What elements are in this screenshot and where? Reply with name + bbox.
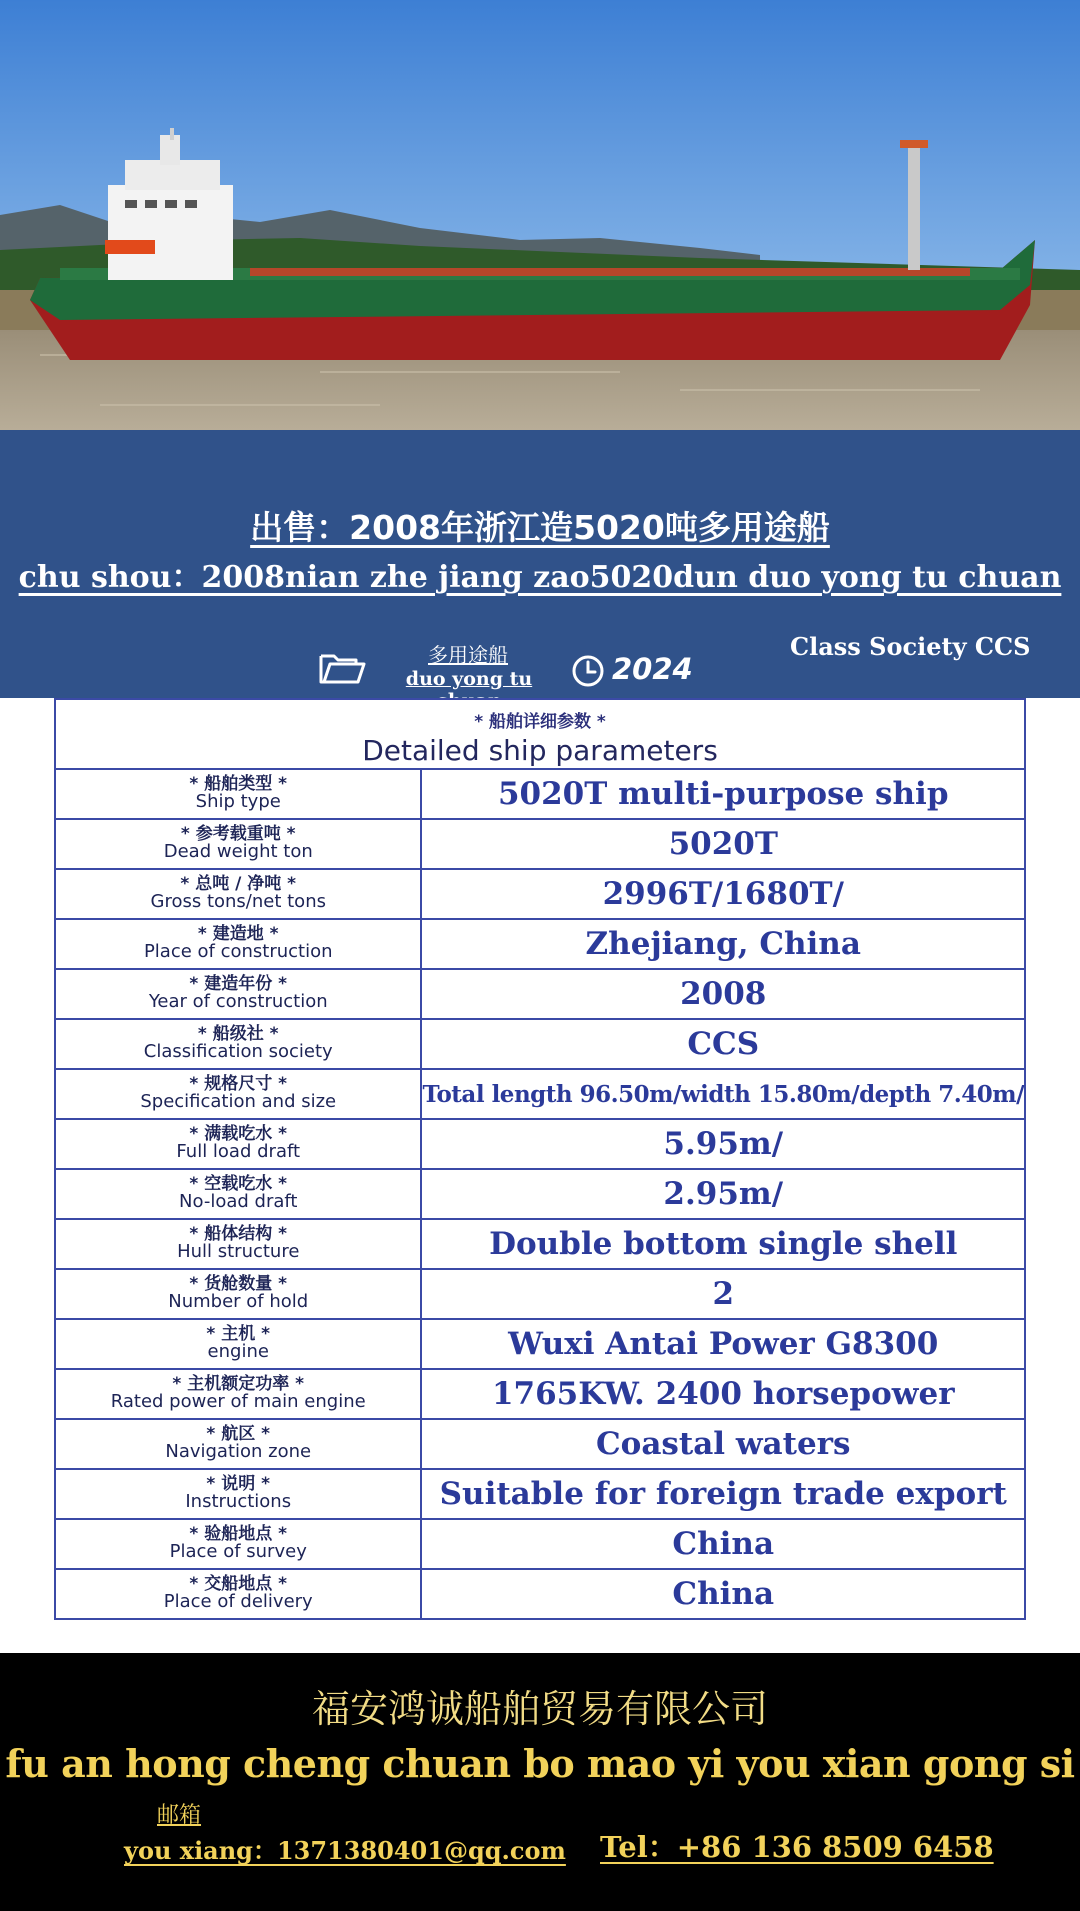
row-label <box>55 1169 421 1219</box>
row-label-chinese: * 船级社 * <box>197 1023 279 1044</box>
email-link[interactable]: you xiang：1371380401@qq.com <box>124 1836 566 1865</box>
table-row <box>55 1469 1025 1519</box>
title-banner <box>0 430 1080 698</box>
row-value: Suitable for foreign trade export <box>421 1469 1025 1519</box>
row-label-english: Place of survey <box>169 1541 307 1563</box>
row-label-english: Full load draft <box>176 1141 301 1163</box>
row-label-english: Rated power of main engine <box>110 1391 366 1413</box>
row-label <box>55 1369 421 1419</box>
table-row <box>55 969 1025 1019</box>
row-value: 5020T <box>421 819 1025 869</box>
row-label-chinese: * 建造地 * <box>197 923 279 944</box>
clock-icon <box>571 654 605 688</box>
table-row <box>55 1169 1025 1219</box>
contact-footer <box>0 1653 1080 1911</box>
table-row <box>55 1319 1025 1369</box>
folder-icon <box>318 650 366 686</box>
category-link-chinese[interactable]: 多用途船 <box>428 643 508 667</box>
table-row <box>55 919 1025 969</box>
row-label-english: Specification and size <box>140 1091 337 1113</box>
row-label-chinese: * 交船地点 * <box>189 1573 288 1594</box>
row-label <box>55 1469 421 1519</box>
row-label-english: Year of construction <box>148 991 328 1013</box>
row-label-english: engine <box>207 1341 269 1363</box>
table-row <box>55 1569 1025 1619</box>
table-heading-row <box>55 699 1025 769</box>
row-label <box>55 969 421 1019</box>
row-value: 2008 <box>421 969 1025 1019</box>
table-row <box>55 1519 1025 1569</box>
table-row <box>55 1369 1025 1419</box>
row-label-chinese: * 船舶类型 * <box>189 773 288 794</box>
row-value: Double bottom single shell <box>421 1219 1025 1269</box>
row-label <box>55 1069 421 1119</box>
row-value: China <box>421 1569 1025 1619</box>
table-heading <box>55 699 1025 769</box>
class-society-label: Class Society CCS <box>790 632 1031 661</box>
row-label-english: Hull structure <box>177 1241 300 1263</box>
row-value: Wuxi Antai Power G8300 <box>421 1319 1025 1369</box>
row-label-chinese: * 参考载重吨 * <box>180 823 296 844</box>
table-heading-chinese: * 船舶详细参数 * <box>474 712 606 732</box>
title-pinyin: chu shou：2008nian zhe jiang zao5020dun duo yong tu chuan <box>18 560 1062 595</box>
table-row <box>55 1269 1025 1319</box>
row-label <box>55 1219 421 1269</box>
row-value: 2 <box>421 1269 1025 1319</box>
row-label <box>55 1519 421 1569</box>
table-row <box>55 769 1025 819</box>
row-value: China <box>421 1519 1025 1569</box>
row-label-chinese: * 满载吃水 * <box>189 1123 288 1144</box>
table-heading-english: Detailed ship parameters <box>362 734 718 767</box>
row-label-chinese: * 货舱数量 * <box>189 1273 288 1294</box>
row-label-english: Dead weight ton <box>163 841 313 863</box>
row-label <box>55 1319 421 1369</box>
year-label: 2024 <box>612 652 693 686</box>
phone-link[interactable]: Tel：+86 136 8509 6458 <box>600 1830 994 1864</box>
row-label <box>55 869 421 919</box>
row-label <box>55 769 421 819</box>
row-label-chinese: * 验船地点 * <box>189 1523 288 1544</box>
row-label <box>55 919 421 969</box>
row-value: CCS <box>421 1019 1025 1069</box>
row-value: Coastal waters <box>421 1419 1025 1469</box>
row-label-chinese: * 规格尺寸 * <box>189 1073 288 1094</box>
row-label-chinese: * 说明 * <box>206 1473 271 1494</box>
row-label <box>55 819 421 869</box>
table-row <box>55 1419 1025 1469</box>
parameters-section <box>0 698 1080 1653</box>
row-label-chinese: * 空载吃水 * <box>189 1173 288 1194</box>
row-label-chinese: * 总吨 / 净吨 * <box>180 873 297 894</box>
title-chinese: 出售：2008年浙江造5020吨多用途船 <box>250 508 830 547</box>
row-label-english: Number of hold <box>168 1291 309 1313</box>
row-value: 2.95m/ <box>421 1169 1025 1219</box>
mailbox-label: 邮箱 <box>157 1803 202 1828</box>
row-label <box>55 1019 421 1069</box>
table-row <box>55 819 1025 869</box>
row-label-english: Instructions <box>185 1491 292 1513</box>
row-label-chinese: * 主机 * <box>206 1323 271 1344</box>
row-label <box>55 1119 421 1169</box>
table-row <box>55 869 1025 919</box>
row-value: 5020T multi-purpose ship <box>421 769 1025 819</box>
ship-photo <box>0 0 1080 430</box>
row-value: Zhejiang, China <box>421 919 1025 969</box>
row-label-english: Place of delivery <box>163 1591 313 1613</box>
row-label-english: Gross tons/net tons <box>150 891 326 913</box>
row-label-chinese: * 船体结构 * <box>189 1223 288 1244</box>
row-label-english: Place of construction <box>143 941 333 963</box>
parameters-table <box>54 698 1026 1620</box>
row-label <box>55 1419 421 1469</box>
row-label <box>55 1269 421 1319</box>
company-name-pinyin: fu an hong cheng chuan bo mao yi you xian gong si <box>5 1741 1075 1786</box>
row-label-english: No-load draft <box>179 1191 298 1213</box>
row-label-english: Classification society <box>143 1041 333 1063</box>
row-label <box>55 1569 421 1619</box>
row-value: 1765KW. 2400 horsepower <box>421 1369 1025 1419</box>
row-label-chinese: * 建造年份 * <box>189 973 288 994</box>
row-label-english: Ship type <box>195 791 281 813</box>
row-value: 2996T/1680T/ <box>421 869 1025 919</box>
category-link-pinyin[interactable]: duo yong tu <box>405 668 533 690</box>
row-label-english: Navigation zone <box>165 1441 312 1463</box>
table-row <box>55 1219 1025 1269</box>
table-row <box>55 1119 1025 1169</box>
company-name-chinese: 福安鸿诚船舶贸易有限公司 <box>311 1687 768 1731</box>
row-label-chinese: * 主机额定功率 * <box>172 1373 305 1394</box>
row-label-chinese: * 航区 * <box>206 1423 271 1444</box>
table-row <box>55 1019 1025 1069</box>
row-value: Total length 96.50m/width 15.80m/depth 7.40m/ <box>421 1069 1025 1119</box>
row-value: 5.95m/ <box>421 1119 1025 1169</box>
table-row <box>55 1069 1025 1119</box>
